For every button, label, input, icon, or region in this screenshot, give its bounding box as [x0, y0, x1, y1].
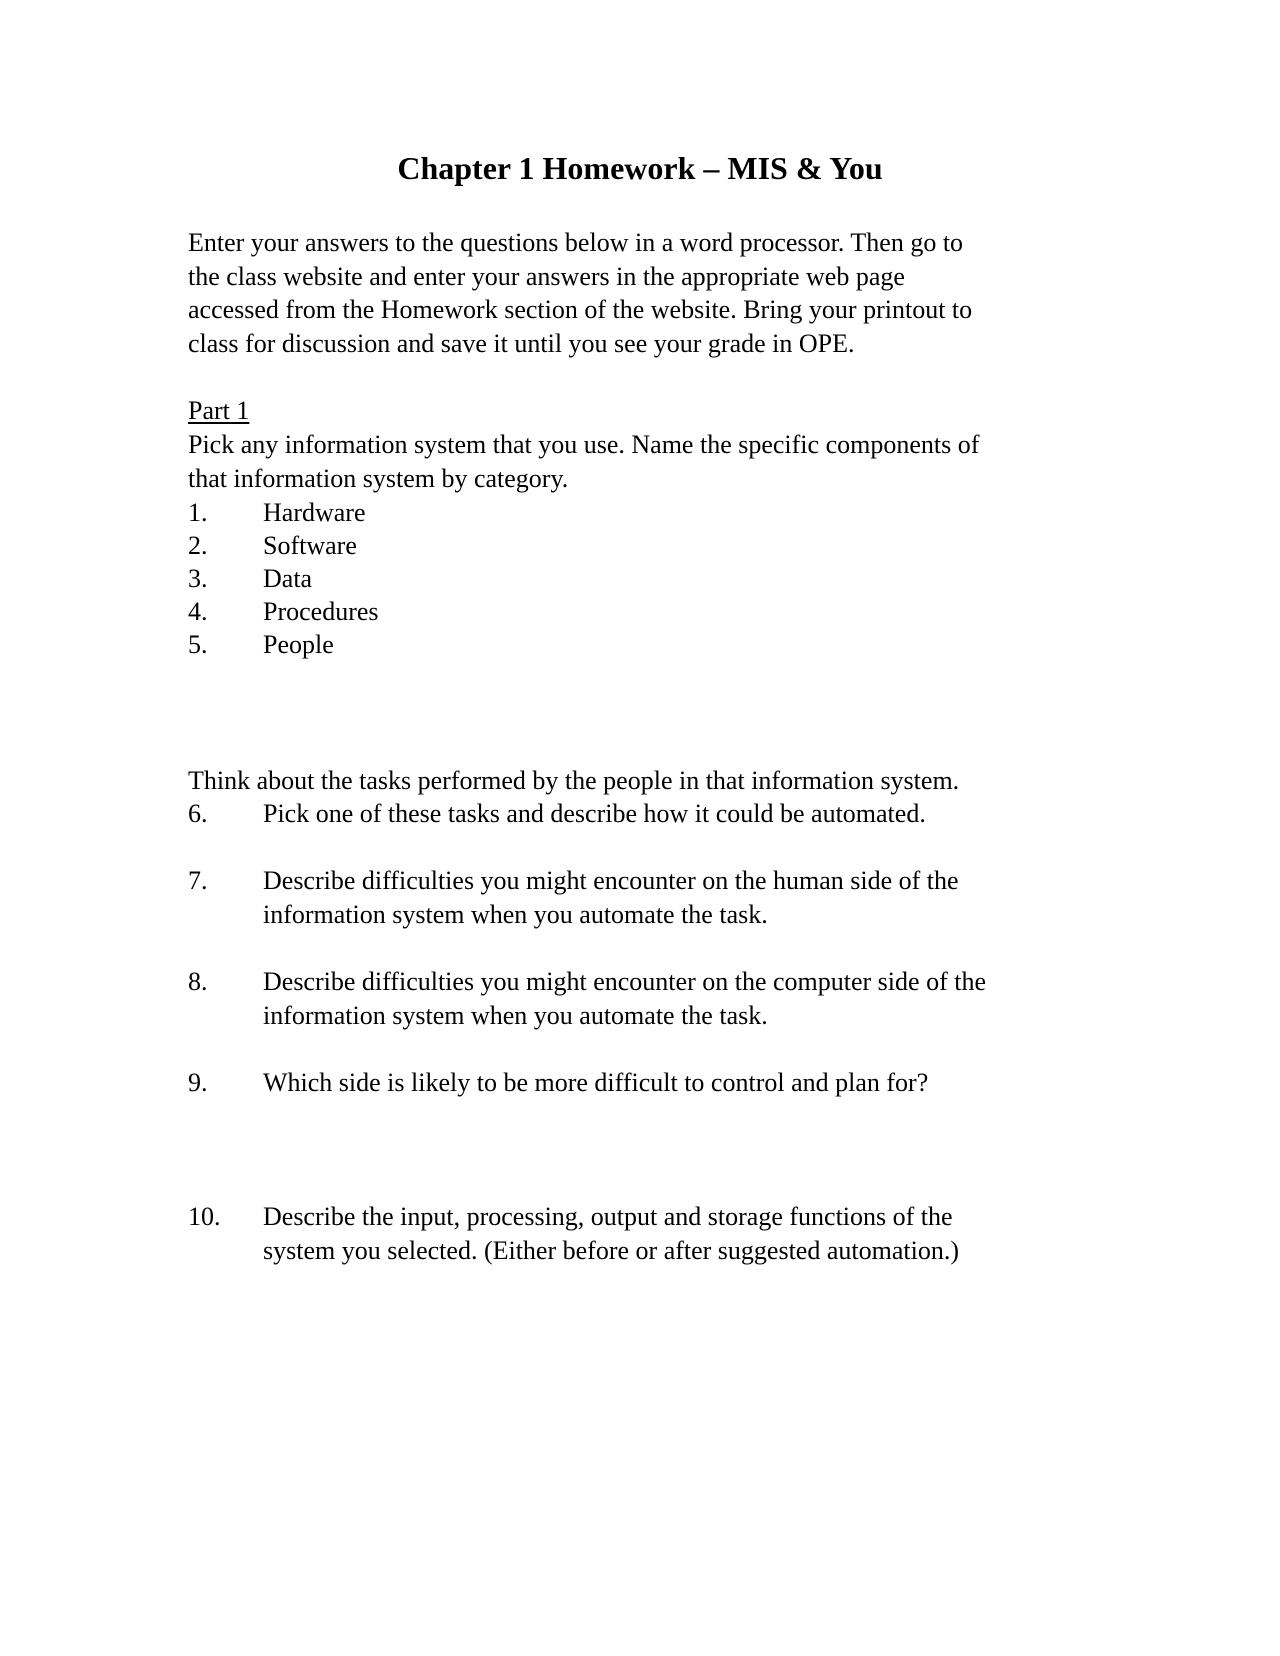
tasks-intro: Think about the tasks performed by the people in that information system.	[188, 766, 960, 795]
question-number: 8.	[188, 967, 208, 996]
item-number: 1.	[188, 498, 208, 527]
question-number: 6.	[188, 799, 208, 828]
question-text	[263, 797, 1123, 831]
question-text	[263, 1200, 1123, 1267]
item-text: People	[263, 630, 334, 659]
question-line: system you selected. (Either before or after suggested automation.)	[263, 1235, 959, 1265]
intro-line: class for discussion and save it until you see your grade in OPE.	[188, 328, 855, 358]
part1-intro-line: Pick any information system that you use. Name the specific components of	[188, 430, 980, 459]
item-number: 3.	[188, 564, 208, 593]
item-text: Software	[263, 531, 357, 560]
question-text	[263, 965, 1123, 1032]
intro-paragraph	[188, 226, 1108, 360]
part1-intro-line: that information system by category.	[188, 463, 569, 493]
question-line: information system when you automate the task.	[263, 899, 768, 929]
part1-heading: Part 1	[188, 396, 250, 425]
item-number: 2.	[188, 531, 208, 560]
question-line: Describe difficulties you might encounter on the computer side of the	[263, 967, 986, 996]
intro-line: the class website and enter your answers in the appropriate web page	[188, 261, 905, 291]
item-text: Data	[263, 564, 313, 593]
item-text: Procedures	[263, 597, 379, 626]
question-text	[263, 864, 1123, 931]
question-line: Describe difficulties you might encounter on the human side of the	[263, 866, 959, 895]
question-number: 9.	[188, 1068, 208, 1097]
question-line: Pick one of these tasks and describe how it could be automated.	[263, 799, 926, 828]
question-line: Which side is likely to be more difficult to control and plan for?	[263, 1068, 929, 1097]
question-number: 10.	[188, 1202, 221, 1231]
question-number: 7.	[188, 866, 208, 895]
document-title: Chapter 1 Homework – MIS & You	[397, 150, 883, 186]
item-number: 5.	[188, 630, 208, 659]
question-text	[263, 1066, 1123, 1100]
intro-line: Enter your answers to the questions below in a word processor. Then go to	[188, 228, 964, 257]
item-number: 4.	[188, 597, 208, 626]
question-line: information system when you automate the task.	[263, 1000, 768, 1030]
item-text: Hardware	[263, 498, 366, 527]
question-line: Describe the input, processing, output and storage functions of the	[263, 1202, 953, 1231]
intro-line: accessed from the Homework section of the website. Bring your printout to	[188, 295, 973, 325]
part1-intro	[188, 428, 1108, 495]
